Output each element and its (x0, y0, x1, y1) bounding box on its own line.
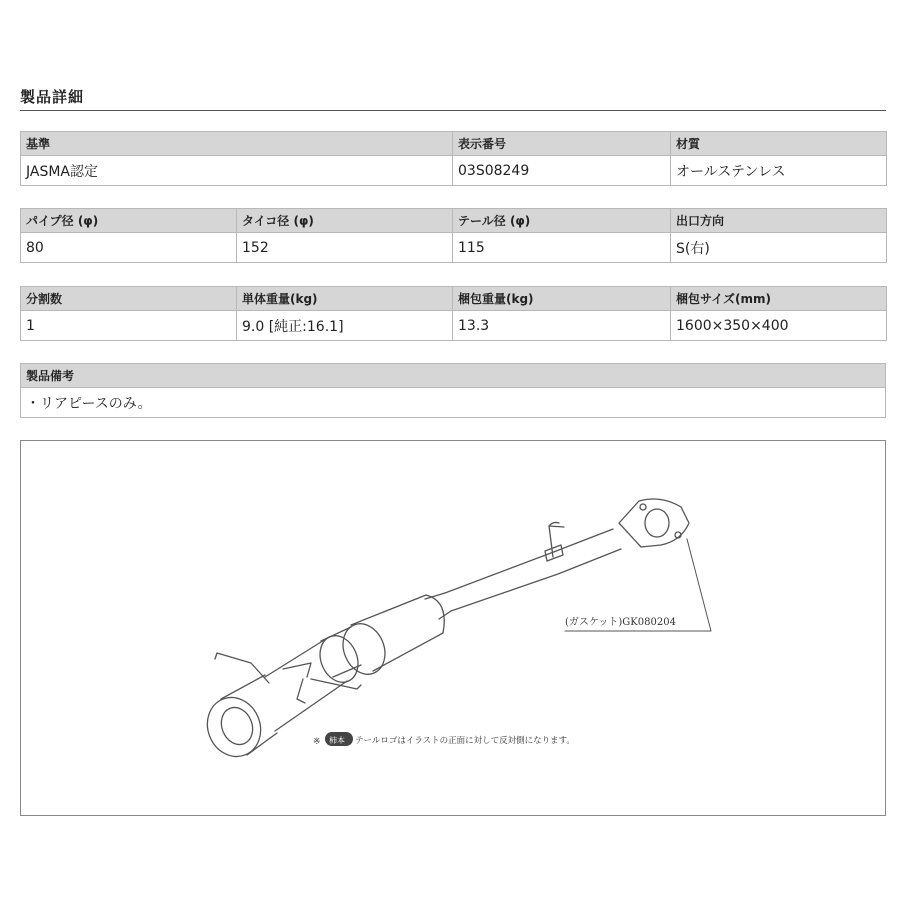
header-standard: 基準 (21, 132, 453, 156)
header-pieces: 分割数 (21, 287, 237, 311)
title-divider (20, 110, 886, 111)
header-silencer-diameter: タイコ径 (φ) (237, 209, 453, 233)
value-tail-diameter: 115 (453, 233, 671, 263)
section-title: 製品詳細 (20, 88, 85, 106)
header-remarks: 製品備考 (21, 364, 886, 388)
pipe-flange (619, 499, 689, 547)
header-exit-direction: 出口方向 (671, 209, 887, 233)
header-display-number: 表示番号 (453, 132, 671, 156)
silencer-body (351, 595, 444, 671)
tail-tip-inner (216, 703, 258, 749)
value-unit-weight: 9.0 [純正:16.1] (237, 311, 453, 341)
exhaust-illustration (21, 441, 885, 815)
hanger-bracket (545, 545, 563, 561)
header-package-size: 梱包サイズ(mm) (671, 287, 887, 311)
tail-silencer-front (313, 630, 364, 688)
flange-bolt-hole (640, 504, 646, 510)
value-package-weight: 13.3 (453, 311, 671, 341)
gasket-label: (ガスケット)GK080204 (565, 617, 676, 628)
spec-table-basic (20, 131, 887, 186)
header-pipe-diameter: パイプ径 (φ) (21, 209, 237, 233)
header-package-weight: 梱包重量(kg) (453, 287, 671, 311)
remarks-table (20, 363, 886, 418)
value-pieces: 1 (21, 311, 237, 341)
tail-tip-outer (199, 689, 270, 764)
flange-opening (645, 509, 669, 537)
exhaust-diagram (20, 440, 886, 816)
header-tail-diameter: テール径 (φ) (453, 209, 671, 233)
logo-note: テールロゴはイラストの正面に対して反対側になります。 (355, 736, 575, 746)
silencer-end (336, 617, 393, 680)
spec-table-dimensions (20, 208, 887, 263)
value-display-number: 03S08249 (453, 156, 671, 186)
brand-logo-text: 柿本 (329, 736, 345, 745)
pipe-reducer (425, 593, 451, 619)
value-remarks: ・リアピースのみ。 (21, 388, 886, 418)
front-pipe (445, 529, 621, 611)
value-standard: JASMA認定 (21, 156, 453, 186)
spec-table-weights (20, 286, 887, 341)
value-exit-direction: S(右) (671, 233, 887, 263)
hanger-center (283, 663, 311, 703)
value-material: オールステンレス (671, 156, 887, 186)
header-unit-weight: 単体重量(kg) (237, 287, 453, 311)
note-mark: ※ (313, 737, 321, 747)
tail-tip-body (221, 675, 277, 755)
value-package-size: 1600×350×400 (671, 311, 887, 341)
value-silencer-diameter: 152 (237, 233, 453, 263)
header-material: 材質 (671, 132, 887, 156)
value-pipe-diameter: 80 (21, 233, 237, 263)
hanger-left (215, 653, 269, 683)
